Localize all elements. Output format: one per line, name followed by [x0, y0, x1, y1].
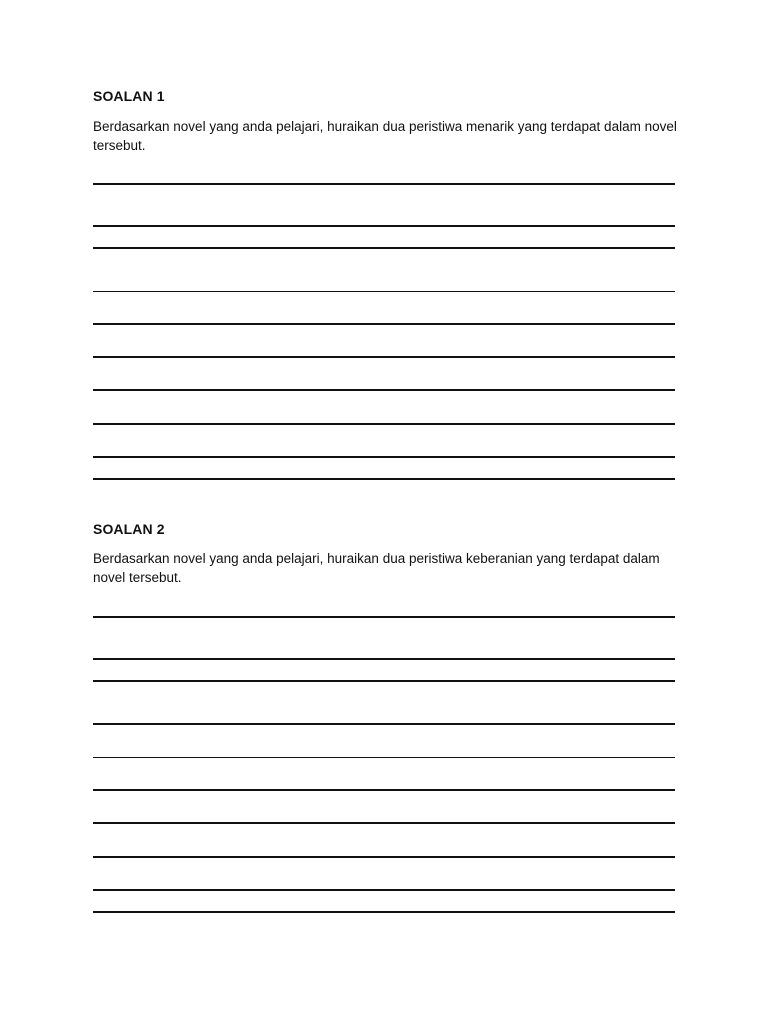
question-2-heading: SOALAN 2: [93, 521, 165, 537]
answer-line: [93, 225, 675, 227]
answer-line: [93, 247, 675, 249]
answer-line: [93, 757, 675, 758]
answer-line: [93, 323, 675, 325]
answer-line: [93, 456, 675, 458]
answer-line: [93, 478, 675, 480]
question-1-prompt: Berdasarkan novel yang anda pelajari, huraikan dua peristiwa menarik yang terdapat dalam novel tersebut.: [93, 119, 677, 153]
answer-line: [93, 183, 675, 185]
answer-line: [93, 789, 675, 791]
answer-line: [93, 389, 675, 391]
answer-line: [93, 911, 675, 913]
answer-line: [93, 856, 675, 858]
answer-line: [93, 658, 675, 660]
answer-line: [93, 423, 675, 425]
question-2-prompt: Berdasarkan novel yang anda pelajari, huraikan dua peristiwa keberanian yang terdapat dalam novel tersebut.: [93, 551, 660, 585]
answer-line: [93, 723, 675, 725]
question-1-heading: SOALAN 1: [93, 88, 165, 104]
answer-line: [93, 616, 675, 618]
answer-line: [93, 822, 675, 824]
answer-line: [93, 291, 675, 292]
answer-line: [93, 889, 675, 891]
answer-line: [93, 680, 675, 682]
answer-line: [93, 356, 675, 358]
